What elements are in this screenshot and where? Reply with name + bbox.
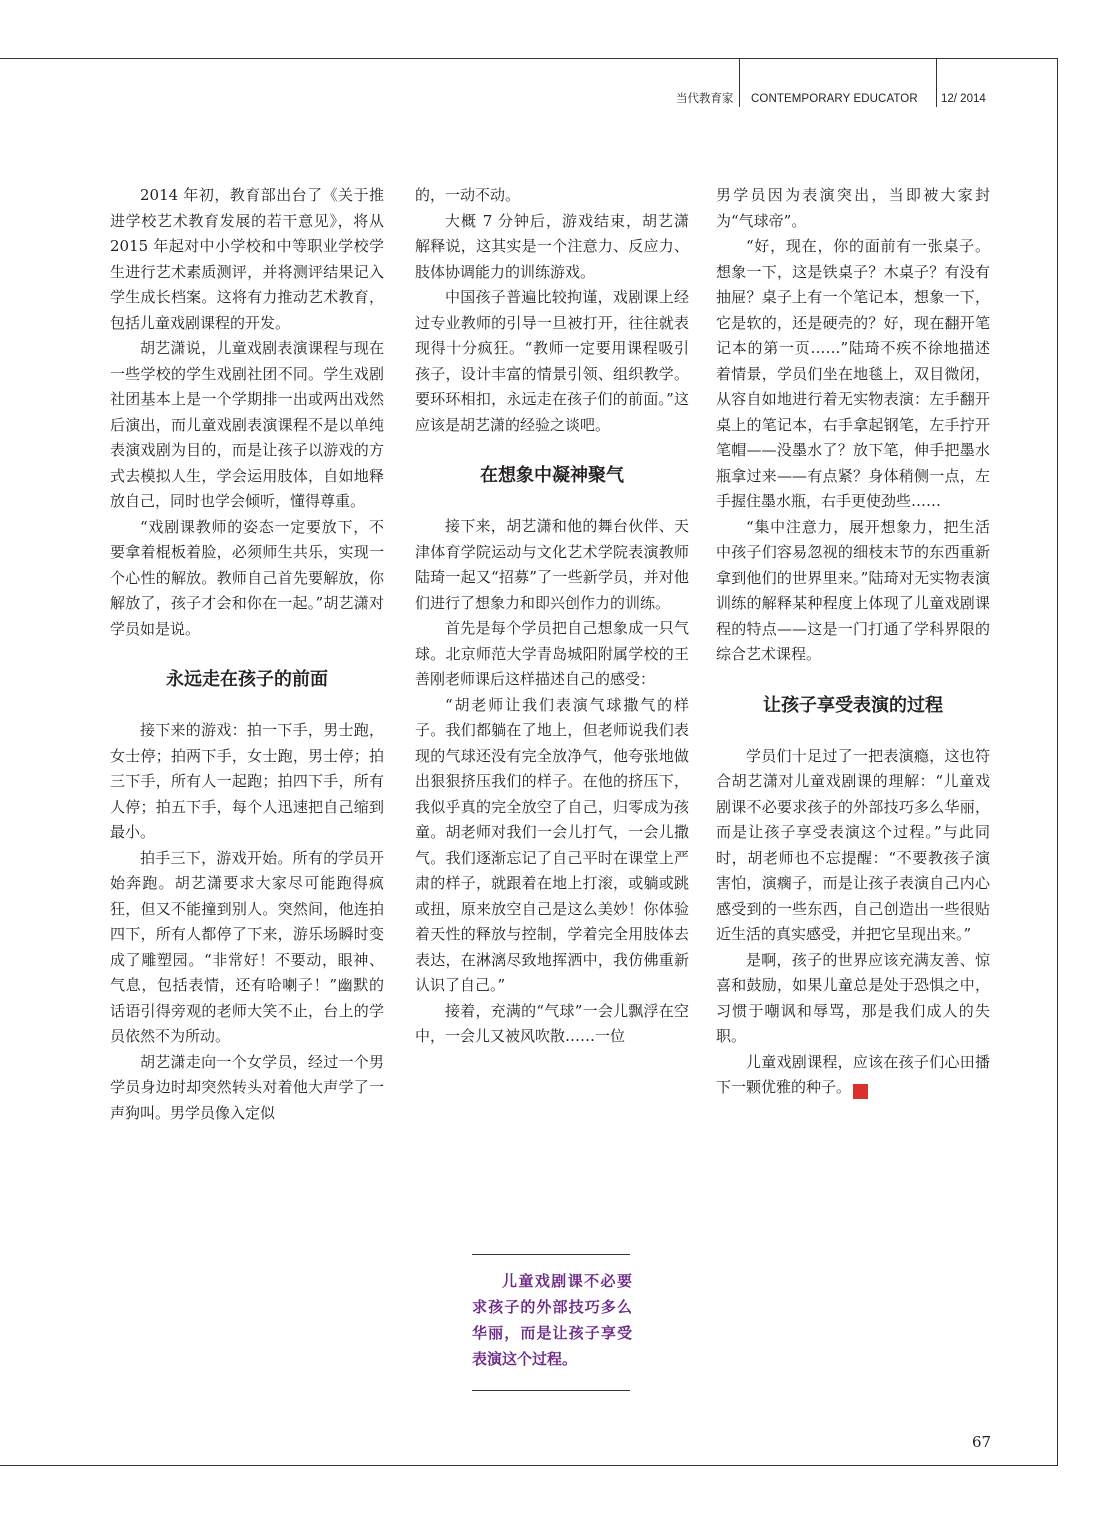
- magazine-name-en: CONTEMPORARY EDUCATOR: [751, 93, 918, 105]
- paragraph: 学员们十足过了一把表演瘾，这也符合胡艺潇对儿童戏剧课的理解：“儿童戏剧课不必要求孩子的外部技巧多么华丽，而是让孩子享受表演这个过程。”与此同时，胡老师也不忘提醒：“不要教孩子演害怕，演瘸子，而是让孩子表演自己内心感受到的一些东西，自己创造出一些很贴近生活的真实感受，并把它呈现出来。”: [716, 746, 990, 943]
- paragraph: [716, 1050, 990, 1101]
- paragraph: “胡老师让我们表演气球撒气的样子。我们都躺在了地上，但老师说我们表现的气球还没有完全放净气，他夸张地做出狠狠挤压我们的样子。在他的挤压下，我似乎真的完全放空了自己，归零成为孩童。胡老师对我们一会儿打气，一会儿撒气。我们逐渐忘记了自己平时在课堂上严肃的样子，就跟着在地上打滚，或躺或跳或扭，原来放空自己是这么美妙！你体验着天性的释放与控制，学着完全用肢体去表达，在淋漓尽致地挥洒中，我仿佛重新认识了自己。”: [415, 695, 689, 994]
- article-column-1: [110, 183, 384, 1126]
- pullquote-bottom-rule: [472, 1390, 630, 1391]
- paragraph: “戏剧课教师的姿态一定要放下，不要拿着棍板着脸，必须师生共乐，实现一个心性的解放。教师自己首先要解放，你解放了，孩子才会和你在一起。”胡艺潇对学员如是说。: [110, 517, 384, 638]
- frame-top-rule: [0, 58, 1058, 59]
- magazine-name-cn: 当代教育家: [676, 93, 734, 105]
- article-column-3: [716, 183, 990, 1101]
- frame-bottom-rule: [0, 1465, 1058, 1466]
- paragraph: 中国孩子普遍比较拘谨，戏剧课上经过专业教师的引导一旦被打开，往往就表现得十分疯狂。“教师一定要用课程吸引孩子，设计丰富的情景引领、组织教学。要环环相扣，永远走在孩子们的前面。”这应该是胡艺潇的经验之谈吧。: [415, 288, 689, 434]
- article-column-2: [415, 183, 689, 1050]
- paragraph-text: 儿童戏剧课程，应该在孩子们心田播下一颗优雅的种子。: [716, 1052, 990, 1096]
- paragraph: 拍手三下，游戏开始。所有的学员开始奔跑。胡艺潇要求大家尽可能跑得疯狂，但又不能撞到别人。突然间，他连拍四下，所有人都停了下来，游乐场瞬时变成了雕塑园。“非常好！不要动，眼神、气息，包括表情，还有哈喇子！”幽默的话语引得旁观的老师大笑不止，台上的学员依然不为所动。: [110, 848, 384, 1045]
- issue-label: 12/ 2014: [941, 93, 986, 105]
- paragraph: “好，现在，你的面前有一张桌子。想象一下，这是铁桌子？木桌子？有没有抽屉？桌子上有一个笔记本，想象一下，它是软的，还是硬壳的？好，现在翻开笔记本的第一页……”陆琦不疾不徐地描述着情景，学员们坐在地毯上，双目微闭，从容自如地进行着无实物表演：左手翻开桌上的笔记本，右手拿起钢笔，左手拧开笔帽——没墨水了？放下笔，伸手把墨水瓶拿过来——有点紧？身体稍侧一点，左手握住墨水瓶，右手更使劲些……: [716, 237, 990, 510]
- pullquote: 儿童戏剧课不必要求孩子的外部技巧多么华丽，而是让孩子享受表演这个过程。: [472, 1272, 632, 1368]
- paragraph: 是啊，孩子的世界应该充满友善、惊喜和鼓励，如果儿童总是处于恐惧之中，习惯于嘲讽和辱骂，那是我们成人的失职。: [716, 950, 990, 1045]
- paragraph: 大概 7 分钟后，游戏结束，胡艺潇解释说，这其实是一个注意力、反应力、肢体协调能力的训练游戏。: [415, 211, 689, 281]
- section-heading: 永远走在孩子的前面: [166, 669, 328, 690]
- paragraph: 2014 年初，教育部出台了《关于推进学校艺术教育发展的若干意见》，将从 2015 年起对中小学校和中等职业学校学生进行艺术素质测评，并将测评结果记入学生成长档案。这将有力推动艺术教育，包括儿童戏剧课程的开发。: [110, 186, 384, 332]
- page-number: 67: [972, 1433, 992, 1451]
- paragraph: 男学员因为表演突出，当即被大家封为“气球帝”。: [716, 186, 990, 230]
- frame-right-rule: [1057, 58, 1058, 1465]
- paragraph: 胡艺潇走向一个女学员，经过一个男学员身边时却突然转头对着他大声学了一声狗叫。男学员像入定似: [110, 1052, 384, 1122]
- paragraph: 接着，充满的“气球”一会儿飘浮在空中，一会儿又被风吹散……一位: [415, 1001, 689, 1045]
- header-divider: [936, 58, 937, 107]
- pullquote-top-rule: [472, 1254, 630, 1255]
- paragraph: “集中注意力，展开想象力，把生活中孩子们容易忽视的细枝末节的东西重新拿到他们的世界里来。”陆琦对无实物表演训练的解释某种程度上体现了儿童戏剧课程的特点——这是一门打通了学科界限的综合艺术课程。: [716, 517, 990, 663]
- end-mark-icon: 家: [853, 1084, 868, 1099]
- paragraph: 接下来的游戏：拍一下手，男士跑，女士停；拍两下手，女士跑，男士停；拍三下手，所有人一起跑；拍四下手，所有人停；拍五下手，每个人迅速把自己缩到最小。: [110, 721, 384, 841]
- paragraph: 接下来，胡艺潇和他的舞台伙伴、天津体育学院运动与文化艺术学院表演教师陆琦一起又“招募”了一些新学员，并对他们进行了想象力和即兴创作力的训练。: [415, 517, 689, 612]
- paragraph: 胡艺潇说，儿童戏剧表演课程与现在一些学校的学生戏剧社团不同。学生戏剧社团基本上是一个学期排一出或两出戏然后演出，而儿童戏剧表演课程不是以单纯表演戏剧为目的，而是让孩子以游戏的方式去模拟人生，学会运用肢体，自如地释放自己，同时也学会倾听，懂得尊重。: [110, 339, 384, 510]
- paragraph: 的，一动不动。: [415, 186, 521, 204]
- paragraph: 首先是每个学员把自己想象成一只气球。北京师范大学青岛城阳附属学校的王善刚老师课后这样描述自己的感受：: [415, 619, 689, 688]
- section-heading: 让孩子享受表演的过程: [763, 694, 943, 716]
- section-heading: 在想象中凝神聚气: [480, 465, 624, 486]
- header-divider: [739, 58, 740, 107]
